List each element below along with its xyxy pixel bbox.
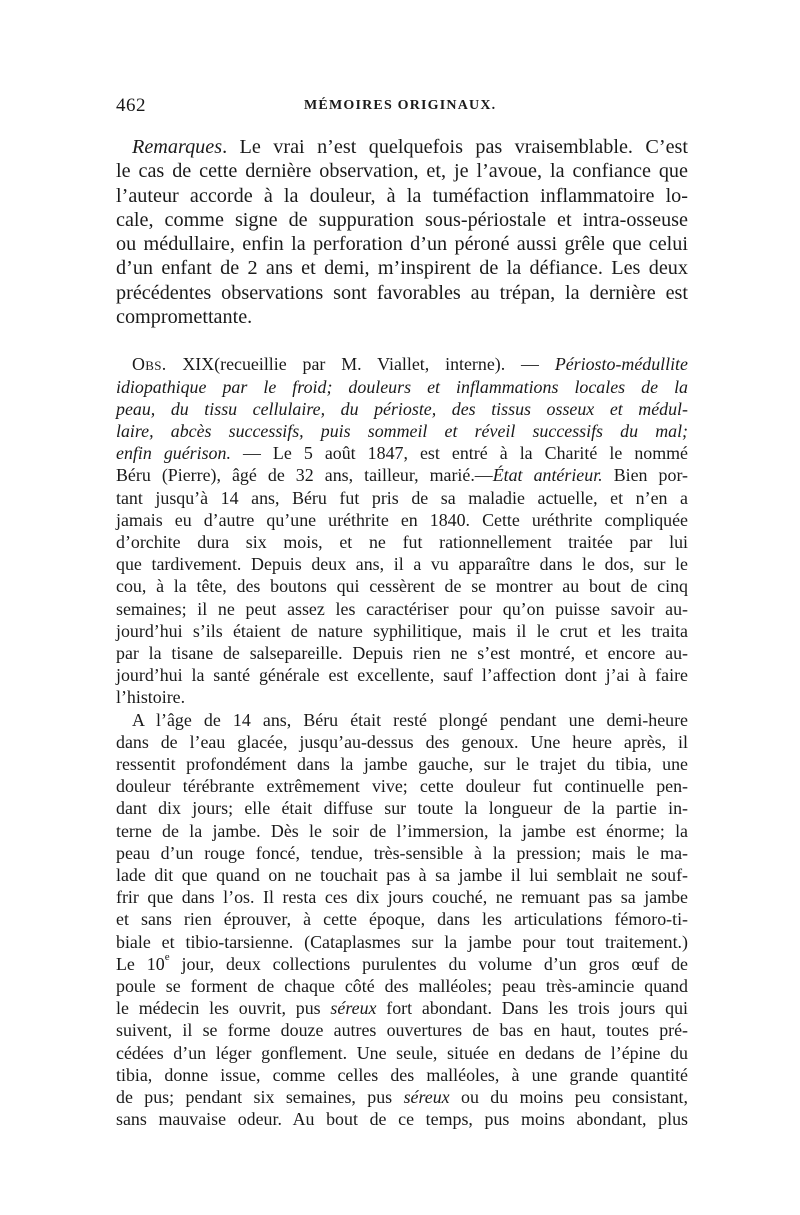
remarks-line: compromettante. xyxy=(116,306,253,329)
obs-line: idiopathique par le froid; douleurs et inflammations locales de la xyxy=(116,376,688,397)
page-header xyxy=(116,95,688,125)
remarks-line: d’un enfant de 2 ans et demi, m’inspirent de la défiance. Les deux xyxy=(116,257,688,280)
history-line: dans de l’eau glacée, jusqu’au-dessus des genoux. Une heure après, il xyxy=(116,731,688,752)
history-paragraph xyxy=(116,709,688,1131)
sereux-term: séreux xyxy=(330,998,377,1019)
superscript-e: e xyxy=(164,950,170,963)
obs-line: d’orchite dura six mois, et ne fut rationnellement traitée par lui xyxy=(116,532,688,552)
history-line: Le 10e jour, deux collections purulentes du volume d’un gros œuf de xyxy=(116,950,688,974)
obs-line: peau, du tissu cellulaire, du périoste, des tissus osseux et médul- xyxy=(116,398,688,419)
obs-line: laire, abcès successifs, puis sommeil et réveil successifs du mal; xyxy=(116,420,688,441)
history-line: ressentit profondément dans la jambe gauche, sur le trajet du tibia, une xyxy=(116,754,688,775)
history-line: frir que dans l’os. Il resta ces dix jours couché, ne remuant pas sa jambe xyxy=(116,887,688,908)
obs-line: Béru (Pierre), âgé de 32 ans, tailleur, marié.—État antérieur. Bien por- xyxy=(116,465,689,486)
obs-line: cou, à la tête, des boutons qui cessèrent de se montrer au bout de cinq xyxy=(116,576,688,597)
history-line: et sans rien éprouver, à cette époque, dans les articulations fémoro-ti- xyxy=(116,909,688,930)
observation-paragraph xyxy=(116,353,688,708)
obs-title: Périosto-médullite xyxy=(554,354,688,375)
history-line: terne de la jambe. Dès le soir de l’immersion, la jambe est énorme; la xyxy=(116,820,688,841)
history-line: tibia, donne issue, comme celles des malléoles, à une grande quantité xyxy=(116,1064,688,1085)
sereux-term: séreux xyxy=(403,1087,450,1108)
obs-number: XIX xyxy=(182,354,215,375)
remarks-paragraph xyxy=(116,135,688,329)
remarks-line: Remarques. Le vrai n’est quelquefois pas vraisemblable. C’est xyxy=(132,136,688,158)
obs-label: Obs. xyxy=(132,354,167,375)
obs-line: que tardivement. Depuis deux ans, il a vu apparaître dans le dos, sur le xyxy=(116,554,688,575)
history-line: sans mauvaise odeur. Au bout de ce temps, pus moins abondant, plus xyxy=(116,1109,688,1130)
page-number: 462 xyxy=(116,95,146,116)
obs-line: jamais eu d’autre qu’une uréthrite en 1840. Cette uréthrite compliquée xyxy=(116,509,688,530)
history-line: peau d’un rouge foncé, tendue, très-sensible à la pression; mais le ma- xyxy=(116,842,688,863)
obs-line: jourd’hui s’ils étaient de nature syphilitique, mais il le crut et les traita xyxy=(116,620,688,641)
running-head: MÉMOIRES ORIGINAUX. xyxy=(304,98,497,113)
history-line: dant dix jours; elle était diffuse sur toute la longueur de la partie in- xyxy=(116,798,688,819)
history-line: biale et tibio-tarsienne. (Cataplasmes sur la jambe pour tout traitement.) xyxy=(116,931,688,952)
remarks-line: cale, comme signe de suppuration sous-périostale et intra-osseuse xyxy=(116,208,688,231)
remarks-label: Remarques xyxy=(132,136,223,158)
remarks-line: précédentes observations sont favorables au trépan, la dernière est xyxy=(116,281,688,304)
obs-line: enfin guérison. — Le 5 août 1847, est entré à la Charité le nommé xyxy=(116,443,688,464)
obs-line: par la tisane de salsepareille. Depuis rien ne s’est montré, et encore au- xyxy=(116,643,688,664)
history-line: poule se forment de chaque côté des malléoles; peau très-amincie quand xyxy=(116,976,688,997)
history-line: de pus; pendant six semaines, pus séreux ou du moins peu consistant, xyxy=(116,1087,688,1108)
page-content xyxy=(116,95,688,1130)
obs-line: jourd’hui la santé générale est excellente, sauf l’affection dont j’ai à faire xyxy=(116,665,688,686)
history-line: le médecin les ouvrit, pus séreux fort abondant. Dans les trois jours qui xyxy=(116,998,688,1019)
obs-line: l’histoire. xyxy=(116,687,186,708)
remarks-line: ou médullaire, enfin la perforation d’un péroné aussi grêle que celui xyxy=(116,233,688,256)
obs-line: tant jusqu’à 14 ans, Béru fut pris de sa maladie actuelle, et n’en a xyxy=(116,487,688,508)
history-line: suivent, il se forme douze autres ouvertures de bas en haut, toutes pré- xyxy=(116,1020,688,1041)
etat-label: État antérieur. xyxy=(492,465,603,486)
remarks-line: l’auteur accorde à la douleur, à la tuméfaction inflammatoire lo- xyxy=(116,184,688,207)
remarks-line: le cas de cette dernière observation, et, je l’avoue, la confiance que xyxy=(116,160,688,183)
history-line: cédées d’un léger gonflement. Une seule, située en dedans de l’épine du xyxy=(116,1042,688,1063)
obs-line: Obs. XIX(recueillie par M. Viallet, interne). — Périosto-médullite xyxy=(132,354,688,375)
history-line: douleur térébrante extrêmement vive; cette douleur fut continuelle pen- xyxy=(116,776,688,797)
history-line: lade dit que quand on ne touchait pas à sa jambe il lui semblait ne souf- xyxy=(116,865,688,886)
history-line: A l’âge de 14 ans, Béru était resté plongé pendant une demi-heure xyxy=(132,709,688,730)
obs-line: semaines; il ne peut assez les caractériser pour qu’on puisse savoir au- xyxy=(116,598,688,619)
